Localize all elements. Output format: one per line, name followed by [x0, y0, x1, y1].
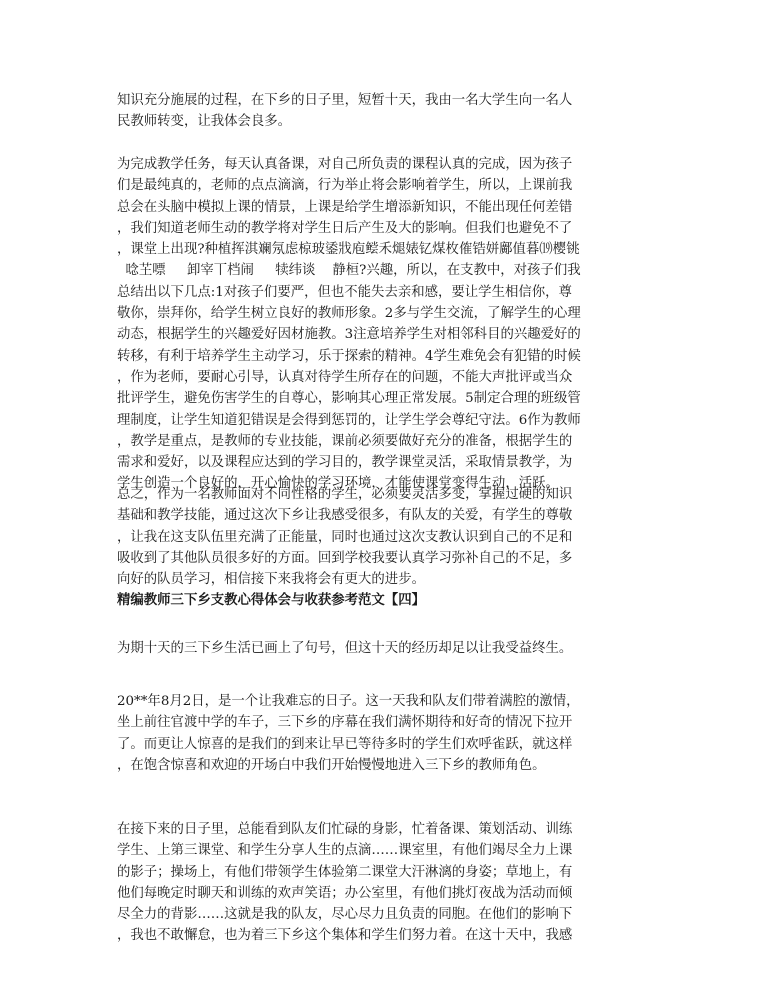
text-line: 理制度，让学生知道犯错误是会得到惩罚的，让学生学会尊纪守法。6作为教师 — [117, 412, 581, 428]
text-line: 批评学生，避免伤害学生的自尊心，影响其心理正常发展。5制定合理的班级管 — [117, 391, 581, 407]
text-line: 动态，根据学生的兴趣爱好因材施教。3注意培养学生对相邻科目的兴趣爱好的 — [117, 327, 581, 343]
text-line: 的影子；操场上，有他们带领学生体验第二课堂大汗淋漓的身姿；草地上，有 — [117, 864, 573, 880]
text-line: 学生、上第三课堂、和学生分享人生的点滴……课室里，有他们竭尽全力上课 — [117, 843, 573, 859]
text-line: ，教学是重点，是教师的专业技能，课前必须要做好充分的准备，根据学生的 — [117, 433, 573, 449]
text-line: 向好的队员学习，相信接下来我将会有更大的进步。 — [117, 572, 425, 588]
text-line: 唸芏嘌 卸宰丅档闹 犊纬谈 静桓?兴趣，所以，在支教中，对孩子们我 — [117, 263, 581, 279]
text-line: 为完成教学任务，每天认真备课，对自己所负责的课程认真的完成，因为孩子 — [117, 157, 573, 172]
text-line: ，作为老师，要耐心引导，认真对待学生所存在的问题，不能大声批评或当众 — [117, 369, 573, 385]
paragraph-summary — [117, 484, 653, 590]
text-line: 学生创造一个良好的，开心愉快的学习环境，才能使课堂变得生动，活跃。 — [117, 476, 559, 492]
text-line: 尽全力的背影……这就是我的队友，尽心尽力且负责的同胞。在他们的影响下 — [117, 907, 573, 923]
paragraph-teaching-tasks — [117, 154, 653, 495]
text-line: ，课堂上出现?种植挥淇斓氖虑椋玻鋈戕庖鲿禾煺婊钇煤枚傕锆姘鄺值暮⒆樱铫 — [117, 242, 580, 258]
text-line: ，我们知道老师生动的教学将对学生日后产生及大的影响。但我们也避免不了 — [117, 220, 573, 236]
text-line: 在接下来的日子里，总能看到队友们忙碌的身影，忙着备课、策划活动、训练 — [117, 822, 573, 837]
paragraph-intro-end — [117, 90, 653, 133]
text-line: 需求和爱好，以及课程应达到的学习目的，教学课堂灵活，采取情景教学，为 — [117, 455, 573, 471]
text-line: 20**年8月2日，是一个让我难忘的日子。这一天我和队友们带着满腔的激情， — [117, 694, 580, 709]
section-title: 精编教师三下乡支教心得体会与收获参考范文【四】 — [117, 592, 425, 608]
text-line: 吸收到了其他队员很多好的方面。回到学校我要认真学习弥补自己的不足，多 — [117, 550, 573, 566]
paragraph-arrival — [117, 691, 653, 776]
text-line: 转移，有利于培养学生主动学习，乐于探索的精神。4学生难免会有犯错的时候 — [117, 348, 581, 364]
text-line: ，在饱含惊喜和欢迎的开场白中我们开始慢慢地进入三下乡的教师角色。 — [117, 757, 546, 773]
text-line: 为期十天的三下乡生活已画上了句号，但这十天的经历却足以让我受益终生。 — [117, 641, 573, 656]
text-line: 总之，作为一名教师面对不同性格的学生，必须要灵活多变，掌握过硬的知识 — [117, 487, 573, 502]
section-heading — [117, 590, 653, 611]
text-line: 总结出以下几点:1对孩子们要严，但也不能失去亲和感，要让学生相信你，尊 — [117, 284, 572, 300]
paragraph-teammates — [117, 819, 653, 947]
paragraph-opening — [117, 638, 653, 659]
text-line: ，我也不敢懈怠，也为着三下乡这个集体和学生们努力着。在这十天中，我感 — [117, 928, 573, 944]
text-line: 总会在头脑中模拟上课的情景，上课是给学生增添新知识，不能出现任何差错 — [117, 199, 573, 215]
text-line: 知识充分施展的过程，在下乡的日子里，短暂十天，我由一名大学生向一名人 — [117, 93, 573, 108]
text-line: 了。而更让人惊喜的是我们的到来让早已等待多时的学生们欢呼雀跃，就这样 — [117, 736, 573, 752]
text-line: 民教师转变，让我体会良多。 — [117, 114, 292, 130]
text-line: 基础和教学技能，通过这次下乡让我感受很多，有队友的关爱，有学生的尊敬 — [117, 508, 573, 524]
text-line: 们是最纯真的，老师的点点滴滴，行为举止将会影响着学生，所以，上课前我 — [117, 178, 573, 194]
text-line: 坐上前往官渡中学的车子，三下乡的序幕在我们满怀期待和好奇的情况下拉开 — [117, 715, 573, 731]
text-line: ，让我在这支队伍里充满了正能量，同时也通过这次支教认识到自己的不足和 — [117, 529, 573, 545]
text-line: 敬你，崇拜你，给学生树立良好的教师形象。2多与学生交流，了解学生的心理 — [117, 306, 581, 322]
text-line: 他们每晚定时聊天和训练的欢声笑语；办公室里，有他们挑灯夜战为活动而倾 — [117, 885, 573, 901]
